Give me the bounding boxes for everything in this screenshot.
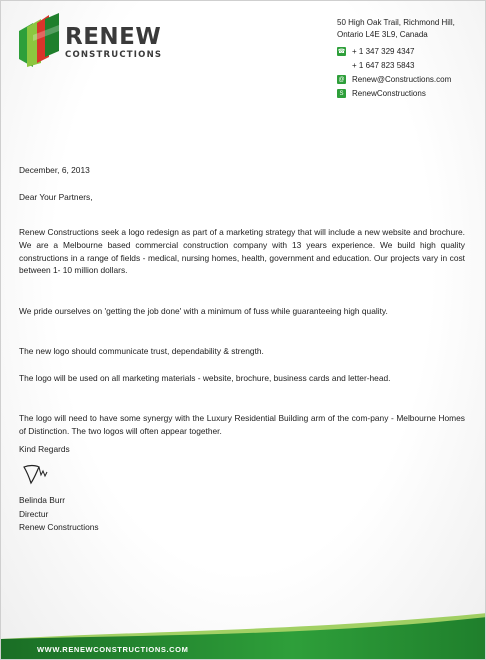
letter-greeting: Dear Your Partners, bbox=[19, 192, 93, 202]
phone-2[interactable]: + 1 647 823 5843 bbox=[352, 60, 415, 70]
phone-row-1 bbox=[337, 45, 486, 58]
email-link[interactable]: Renew@Constructions.com bbox=[352, 74, 452, 84]
signer-name: Belinda Burr bbox=[19, 495, 66, 505]
skype-row bbox=[337, 87, 486, 100]
logo-mark-icon bbox=[19, 13, 65, 67]
email-row bbox=[337, 73, 486, 86]
address-line-2: Ontario L4E 3L9, Canada bbox=[337, 30, 428, 39]
email-icon: @ bbox=[338, 76, 345, 83]
phone-row-2 bbox=[337, 59, 486, 72]
skype-handle[interactable]: RenewConstructions bbox=[352, 88, 426, 98]
signer-title: Directur bbox=[19, 509, 49, 519]
phone-1[interactable]: + 1 347 329 4347 bbox=[352, 46, 415, 56]
company-logo bbox=[19, 13, 169, 73]
signer-company: Renew Constructions bbox=[19, 522, 99, 532]
paragraph-5: The logo will need to have some synergy with the Luxury Residential Building arm of the com-pany - Melbourne Homes of Distinction. The two logos will often appear together. bbox=[19, 413, 465, 436]
address-line-1: 50 High Oak Trail, Richmond Hill, bbox=[337, 18, 455, 27]
paragraph-3: The new logo should communicate trust, dependability & strength. bbox=[19, 346, 264, 357]
paragraph-4: The logo will be used on all marketing materials - website, brochure, business cards and letter-head. bbox=[19, 373, 391, 384]
logo-subtitle: CONSTRUCTIONS bbox=[65, 50, 163, 60]
skype-icon: S bbox=[337, 89, 346, 98]
letter-closing: Kind Regards bbox=[19, 444, 70, 454]
paragraph-2: We pride ourselves on 'getting the job done' with a minimum of fuss while guaranteeing high quality. bbox=[19, 306, 388, 317]
website-url[interactable]: WWW.RENEWCONSTRUCTIONS.COM bbox=[37, 645, 189, 654]
letter-date: December, 6, 2013 bbox=[19, 165, 90, 175]
paragraph-1: Renew Constructions seek a logo redesign as part of a marketing strategy that will include a new website and brochure. We are a Melbourne based commercial construction company with 13 years experience. We build high quality constructions in a range of fields - medical, nursing homes, health, government and education. Our projects vary in cost between 1- 10 million dollars. bbox=[19, 227, 465, 276]
contact-block bbox=[337, 17, 486, 100]
logo-brand-name: RENEW bbox=[65, 24, 162, 50]
phone-icon: ☎ bbox=[337, 48, 346, 55]
signature-icon bbox=[21, 463, 55, 487]
